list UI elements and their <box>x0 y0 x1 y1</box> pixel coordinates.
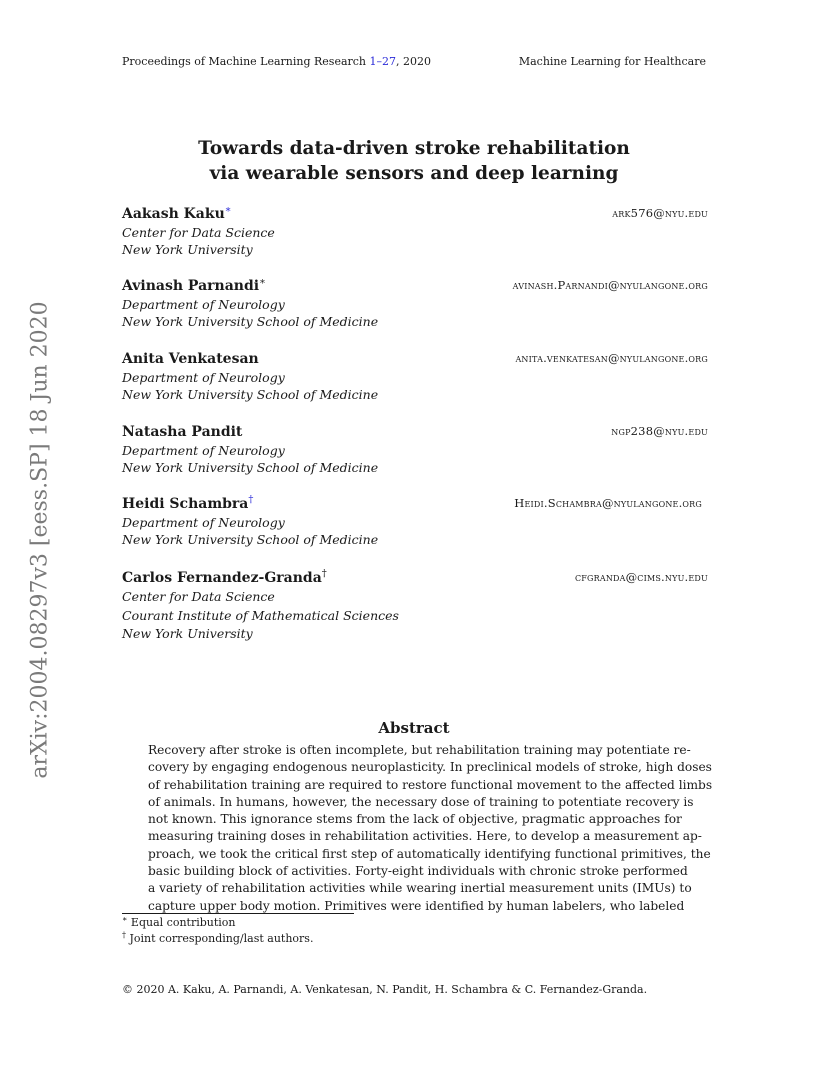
author-affiliation: New York University School of Medicine <box>122 460 379 475</box>
running-header-left <box>122 55 431 68</box>
abstract-line: of rehabilitation training are required to restore functional movement to the affected limbs <box>148 777 713 792</box>
abstract-line: proach, we took the critical first step of automatically identifying functional primitives, the <box>148 846 711 861</box>
abstract-line: a variety of rehabilitation activities while wearing inertial measurement units (IMUs) to <box>148 881 692 896</box>
author-name: Natasha Pandit <box>122 424 243 440</box>
abstract-line: of animals. In humans, however, the necessary dose of training to potentiate recovery is <box>148 794 694 809</box>
abstract-line: capture upper body motion. Primitives were identified by human labelers, who labeled <box>148 898 685 913</box>
author-affiliation: New York University School of Medicine <box>122 387 379 402</box>
author-block <box>122 423 708 476</box>
footnote-text: Joint corresponding/last authors. <box>126 932 314 945</box>
author-name: Anita Venkatesan <box>122 351 259 367</box>
title-line-1: Towards data-driven stroke rehabilitation <box>198 138 630 159</box>
author-affiliation: Department of Neurology <box>122 297 285 312</box>
author-affiliation: Courant Institute of Mathematical Sciences <box>122 607 399 623</box>
abstract-line: Recovery after stroke is often incomplete, but rehabilitation training may potentiate re- <box>148 743 691 757</box>
abstract-line: measuring training doses in rehabilitation activities. Here, to develop a measurement ap- <box>148 829 702 844</box>
page-range-link[interactable]: 1–27 <box>369 55 397 68</box>
title-line-2: via wearable sensors and deep learning <box>209 163 619 184</box>
author-mark: ∗ <box>259 276 266 288</box>
author-mark: † <box>321 568 327 580</box>
footnote <box>122 916 236 929</box>
author-affiliation: New York University <box>122 626 253 641</box>
abstract-heading: Abstract <box>378 719 450 737</box>
footnote-mark: † <box>122 930 126 940</box>
venue-name: Proceedings of Machine Learning Research <box>122 55 367 68</box>
author-mark[interactable]: ∗ <box>224 204 232 216</box>
author-name: Aakash Kaku <box>122 206 225 222</box>
author-block <box>122 495 708 548</box>
footnote <box>122 932 313 945</box>
author-name: Avinash Parnandi <box>122 278 260 294</box>
footnote-text: Equal contribution <box>127 916 236 929</box>
author-mark[interactable]: † <box>248 494 254 506</box>
author-block <box>122 350 708 403</box>
author-email: ngp238@nyu.edu <box>611 424 708 438</box>
footnote-mark: ∗ <box>122 914 128 924</box>
author-affiliation: Department of Neurology <box>122 443 285 458</box>
author-email: avinash.Parnandi@nyulangone.org <box>512 278 708 292</box>
arxiv-identifier: arXiv:2004.08297v3 [eess.SP] 18 Jun 2020 <box>27 301 53 779</box>
abstract-body <box>148 742 713 915</box>
author-affiliation: New York University School of Medicine <box>122 314 379 329</box>
abstract-line: covery by engaging endogenous neuroplasticity. In preclinical models of stroke, high doses <box>148 760 712 775</box>
author-affiliation: New York University <box>122 242 253 257</box>
year: , 2020 <box>396 55 432 68</box>
footnote-rule <box>122 913 354 914</box>
author-email: ark576@nyu.edu <box>612 206 708 220</box>
paper-title <box>0 136 828 186</box>
abstract-line: not known. This ignorance stems from the lack of objective, pragmatic approaches for <box>148 812 682 827</box>
running-header-right: Machine Learning for Healthcare <box>518 55 706 68</box>
author-block <box>122 205 708 258</box>
author-name: Heidi Schambra <box>122 496 249 512</box>
abstract-line: basic building block of activities. Forty-eight individuals with chronic stroke performed <box>148 864 688 879</box>
author-affiliation: New York University School of Medicine <box>122 532 379 547</box>
author-email: cfgranda@cims.nyu.edu <box>574 570 708 584</box>
author-email: Heidi.Schambra@nyulangone.org <box>514 496 702 510</box>
copyright-line: © 2020 A. Kaku, A. Parnandi, A. Venkatesan, N. Pandit, H. Schambra & C. Fernandez-Granda. <box>122 983 648 996</box>
author-block <box>122 569 708 644</box>
author-affiliation: Department of Neurology <box>122 515 285 530</box>
author-block <box>122 277 708 330</box>
author-affiliation: Center for Data Science <box>122 225 275 240</box>
author-name: Carlos Fernandez-Granda <box>122 570 322 586</box>
author-email: anita.venkatesan@nyulangone.org <box>515 351 708 365</box>
author-affiliation: Center for Data Science <box>122 589 275 604</box>
author-affiliation: Department of Neurology <box>122 370 285 385</box>
